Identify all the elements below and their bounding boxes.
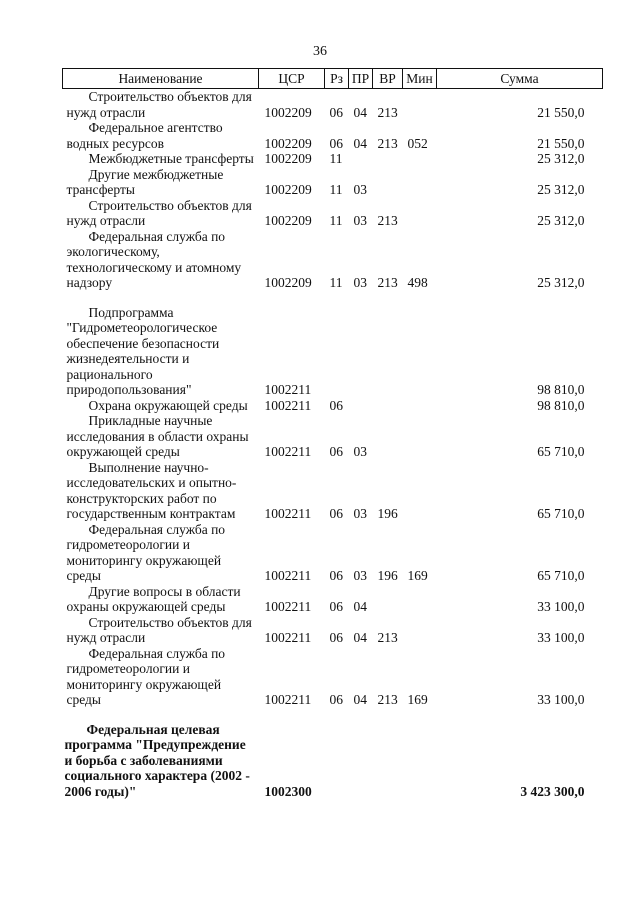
row-pr	[349, 291, 373, 398]
row-name-line: Выполнение научно-	[88, 459, 209, 475]
header-rz: Рз	[325, 69, 349, 89]
row-name-line: мониторингу окружающей	[66, 676, 222, 692]
header-vr: ВР	[373, 69, 403, 89]
row-sum: 65 710,0	[537, 506, 585, 521]
row-name	[63, 151, 259, 167]
row-name-line: трансферты	[66, 182, 135, 197]
row-vr: 196	[377, 568, 398, 583]
row-csr: 1002211	[264, 382, 312, 397]
row-name-line: "Гидрометеорологическое	[66, 320, 218, 335]
header-name: Наименование	[63, 69, 259, 89]
row-min	[403, 584, 437, 615]
row-name	[63, 89, 259, 121]
row-sum: 98 810,0	[537, 382, 585, 397]
row-csr: 1002211	[264, 568, 312, 583]
row-rz: 06	[329, 692, 343, 707]
row-rz	[325, 291, 349, 398]
row-name	[63, 398, 259, 414]
row-name-line: рационального	[66, 366, 153, 382]
row-rz: 11	[329, 182, 343, 197]
row-name-line: и борьба с заболеваниями	[64, 752, 223, 768]
row-name-line: Подпрограмма	[88, 304, 174, 320]
row-min	[403, 708, 437, 800]
row-sum: 65 710,0	[537, 444, 585, 459]
row-min: 498	[407, 275, 428, 290]
table-row	[63, 460, 603, 522]
row-pr: 03	[353, 568, 367, 583]
table-row	[63, 584, 603, 615]
row-csr: 1002211	[264, 599, 312, 614]
row-rz: 06	[329, 397, 343, 413]
row-csr: 1002211	[264, 397, 312, 413]
row-rz: 06	[329, 630, 343, 645]
row-name-line: мониторингу окружающей	[66, 552, 222, 568]
row-name-line: исследовательских и опытно-	[66, 475, 237, 490]
row-name-line: гидрометеорологии и	[66, 661, 190, 676]
row-vr	[373, 584, 403, 615]
row-name	[63, 460, 259, 522]
row-name	[63, 167, 259, 198]
row-pr: 04	[353, 599, 367, 614]
row-vr	[373, 151, 403, 167]
row-rz: 06	[329, 135, 343, 151]
row-csr: 1002209	[264, 182, 312, 197]
row-name-line: надзору	[66, 275, 113, 290]
table-row	[63, 291, 603, 398]
row-rz: 06	[329, 104, 343, 120]
row-min	[403, 460, 437, 522]
row-csr: 1002211	[264, 506, 312, 521]
table-row	[63, 398, 603, 414]
row-name-line: среды	[66, 692, 101, 707]
row-name-line: среды	[66, 568, 101, 583]
row-name-line: Другие межбюджетные	[88, 166, 224, 182]
row-min: 169	[407, 568, 428, 583]
row-name-line: обеспечение безопасности	[66, 335, 220, 351]
row-name-line: исследования в области охраны	[66, 428, 249, 444]
row-vr: 213	[377, 275, 398, 290]
row-csr: 1002209	[264, 135, 312, 151]
row-pr: 03	[353, 275, 367, 290]
row-name	[63, 708, 259, 800]
header-csr: ЦСР	[259, 69, 325, 89]
row-name-line: нужд отрасли	[66, 104, 146, 120]
row-vr: 213	[377, 104, 398, 120]
row-pr: 03	[353, 182, 367, 197]
row-rz	[325, 708, 349, 800]
row-name-line: 2006 годы)"	[64, 783, 137, 799]
row-sum: 3 423 300,0	[520, 783, 585, 799]
row-vr: 213	[377, 135, 398, 151]
row-name-line: окружающей среды	[66, 444, 180, 459]
row-sum: 65 710,0	[537, 568, 585, 583]
row-min	[403, 291, 437, 398]
table-row	[63, 615, 603, 646]
header-pr: ПР	[349, 69, 373, 89]
row-name-line: нужд отрасли	[66, 630, 146, 645]
row-pr	[349, 398, 373, 414]
row-name	[63, 120, 259, 151]
row-pr	[349, 151, 373, 167]
row-rz: 11	[329, 213, 343, 228]
row-min	[403, 89, 437, 121]
row-name	[63, 291, 259, 398]
row-rz: 06	[329, 599, 343, 614]
row-csr: 1002211	[264, 630, 312, 645]
row-name-line: программа "Предупреждение	[64, 737, 246, 752]
table-row	[63, 229, 603, 291]
row-name-line: Прикладные научные	[88, 413, 213, 428]
row-name-line: водных ресурсов	[66, 135, 164, 151]
row-sum: 33 100,0	[537, 599, 585, 614]
row-vr	[373, 398, 403, 414]
table-row	[63, 120, 603, 151]
row-sum: 25 312,0	[537, 151, 585, 166]
row-rz: 11	[329, 151, 343, 166]
row-name-line: охраны окружающей среды	[66, 599, 226, 614]
row-vr	[373, 708, 403, 800]
row-name-line: Федеральная целевая	[86, 721, 220, 737]
row-rz: 06	[329, 506, 343, 521]
row-csr: 1002211	[264, 692, 312, 707]
row-vr: 213	[377, 213, 398, 228]
table-row	[63, 522, 603, 584]
row-vr	[373, 413, 403, 460]
table-row	[63, 708, 603, 800]
table-row	[63, 198, 603, 229]
row-name-line: Строительство объектов для	[88, 89, 252, 104]
row-pr	[349, 708, 373, 800]
row-name	[63, 522, 259, 584]
row-name	[63, 229, 259, 291]
budget-table	[62, 68, 603, 799]
row-name-line: Федеральная служба по	[88, 521, 226, 537]
table-header-row	[63, 69, 603, 89]
table-row	[63, 151, 603, 167]
row-name-line: Федеральная служба по	[88, 645, 226, 661]
row-vr: 196	[377, 506, 398, 521]
row-vr	[373, 167, 403, 198]
row-sum: 25 312,0	[537, 182, 585, 197]
row-min	[403, 615, 437, 646]
row-name	[63, 615, 259, 646]
row-name-line: государственным контрактам	[66, 506, 236, 521]
row-rz: 06	[329, 568, 343, 583]
row-min	[403, 398, 437, 414]
row-name-line: технологическому и атомному	[66, 259, 242, 275]
row-sum: 25 312,0	[537, 213, 585, 228]
row-csr: 1002209	[264, 104, 312, 120]
row-pr: 04	[353, 630, 367, 645]
row-min	[403, 151, 437, 167]
row-name-line: Федеральное агентство	[88, 120, 223, 135]
row-pr: 03	[353, 506, 367, 521]
row-rz: 06	[329, 444, 343, 459]
row-name-line: гидрометеорологии и	[66, 537, 190, 552]
row-min	[403, 167, 437, 198]
row-min: 169	[407, 692, 428, 707]
row-sum: 21 550,0	[537, 104, 585, 120]
row-sum: 25 312,0	[537, 275, 585, 290]
row-sum: 98 810,0	[537, 397, 585, 413]
row-min	[403, 198, 437, 229]
row-name-line: природопользования"	[66, 382, 192, 397]
row-name	[63, 198, 259, 229]
row-name-line: нужд отрасли	[66, 213, 146, 228]
row-vr: 213	[377, 630, 398, 645]
row-name	[63, 584, 259, 615]
row-csr: 1002209	[264, 213, 312, 228]
row-name-line: жизнедеятельности и	[66, 351, 190, 366]
row-name-line: Строительство объектов для	[88, 197, 252, 213]
row-pr: 04	[353, 135, 367, 151]
table-row	[63, 89, 603, 121]
row-min: 052	[407, 135, 428, 151]
header-sum: Сумма	[437, 69, 603, 89]
header-min: Мин	[403, 69, 437, 89]
row-pr: 04	[353, 692, 367, 707]
row-name-line: Другие вопросы в области	[88, 583, 241, 599]
row-name	[63, 413, 259, 460]
row-pr: 04	[353, 104, 367, 120]
row-name-line: экологическому,	[66, 244, 160, 259]
row-min	[403, 413, 437, 460]
table-row	[63, 646, 603, 708]
row-pr: 03	[353, 213, 367, 228]
row-vr: 213	[377, 692, 398, 707]
row-name-line: Охрана окружающей среды	[88, 397, 248, 413]
row-name-line: социального характера (2002 -	[64, 768, 250, 783]
row-name-line: Федеральная служба по	[88, 228, 226, 244]
row-name-line: конструкторских работ по	[66, 490, 217, 506]
row-csr: 1002209	[264, 151, 312, 166]
row-csr: 1002211	[264, 444, 312, 459]
table-row	[63, 167, 603, 198]
row-sum: 33 100,0	[537, 692, 585, 707]
row-pr: 03	[353, 444, 367, 459]
page-number: 36	[313, 44, 327, 59]
row-csr: 1002300	[264, 783, 312, 799]
row-vr	[373, 291, 403, 398]
row-sum: 21 550,0	[537, 135, 585, 151]
row-sum: 33 100,0	[537, 630, 585, 645]
row-name-line: Строительство объектов для	[88, 614, 252, 630]
row-csr: 1002209	[264, 275, 312, 290]
row-rz: 11	[329, 275, 343, 290]
table-row	[63, 413, 603, 460]
row-name	[63, 646, 259, 708]
row-name-line: Межбюджетные трансферты	[88, 151, 254, 166]
